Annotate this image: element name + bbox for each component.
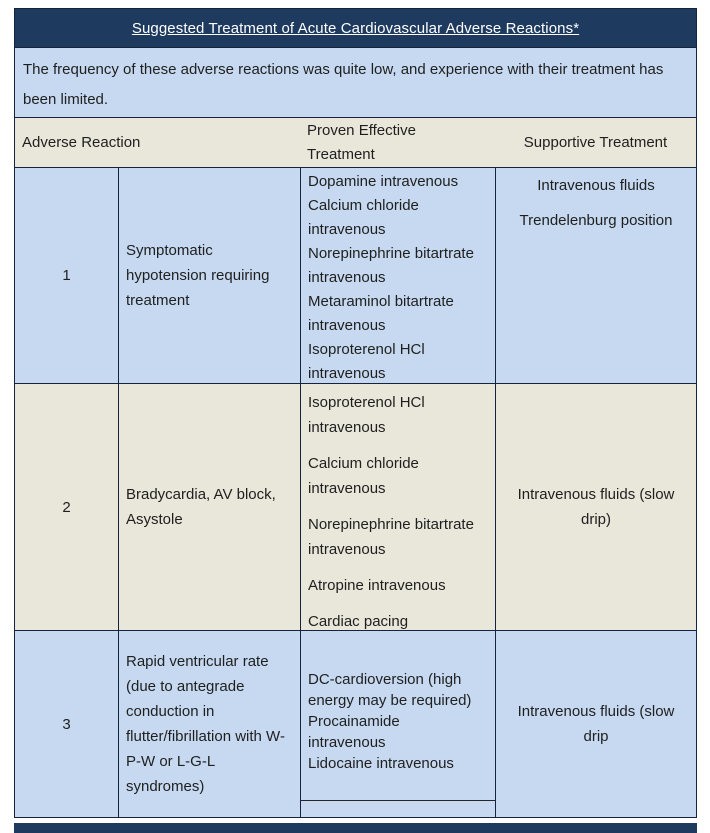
table-row-3 [15,630,696,817]
proven-treatment-cell [300,631,495,817]
treatment-item: Lidocaine intravenous [308,755,454,772]
row-number: 1 [62,267,71,284]
intro-note-text: The frequency of these adverse reactions was quite low, and experience with their treatment has been limited. [23,61,664,108]
header-proven-effective-treatment: Proven Effective Treatment [307,121,416,163]
column-header-row [15,117,696,167]
supportive-treatment-cell [495,631,696,817]
treatment-table [14,8,697,818]
treatment-item: Dopamine intravenous [308,173,459,190]
treatment-item: DC-cardioversion (high energy may be required) [308,671,472,709]
treatment-item: Procainamide intravenous [308,713,400,751]
treatment-item: Intravenous fluids (slow drip [517,703,675,745]
supportive-treatment-cell [495,384,696,630]
row-number: 2 [62,498,71,516]
supportive-treatment-cell [495,168,696,383]
treatment-item: Norepinephrine bitartrate intravenous [308,516,474,558]
treatment-item: Atropine intravenous [308,577,446,594]
treatment-item: Metaraminol bitartrate intravenous [308,293,454,334]
table-title: Suggested Treatment of Acute Cardiovascular Adverse Reactions* [131,19,580,37]
adverse-reaction-cell [118,168,300,383]
table-row-1 [15,167,696,383]
treatment-item: Cardiac pacing [308,613,409,630]
header-supportive-treatment: Supportive Treatment [523,133,668,151]
proven-treatment-cell [300,384,495,630]
adverse-reaction-cell [118,631,300,817]
intro-note-cell [15,47,696,117]
treatment-item: Norepinephrine bitartrate intravenous [308,245,474,286]
proven-treatment-cell [300,168,495,383]
adverse-reaction-text: Symptomatic hypotension requiring treatment [126,242,270,309]
adverse-reaction-cell [118,384,300,630]
next-section-title-bar [14,823,697,833]
table-row-2 [15,383,696,630]
treatment-item: Calcium chloride intravenous [308,455,419,497]
treatment-item: Intravenous fluids (slow drip) [517,486,675,528]
treatment-item: Isoproterenol HCl intravenous [308,394,425,436]
page-break-line [301,800,495,801]
treatment-item: Calcium chloride intravenous [308,197,419,238]
treatment-item: Isoproterenol HCl intravenous [308,341,425,382]
adverse-reaction-text: Rapid ventricular rate (due to antegrade conduction in flutter/fibrillation with W-P-W or L-G-L syndromes) [126,653,285,795]
treatment-item: Intravenous fluids [537,177,655,194]
adverse-reaction-text: Bradycardia, AV block, Asystole [126,486,276,528]
header-adverse-reaction: Adverse Reaction [22,133,141,151]
row-number: 3 [62,715,71,733]
treatment-item: Trendelenburg position [519,212,673,229]
table-title-bar [15,9,696,47]
